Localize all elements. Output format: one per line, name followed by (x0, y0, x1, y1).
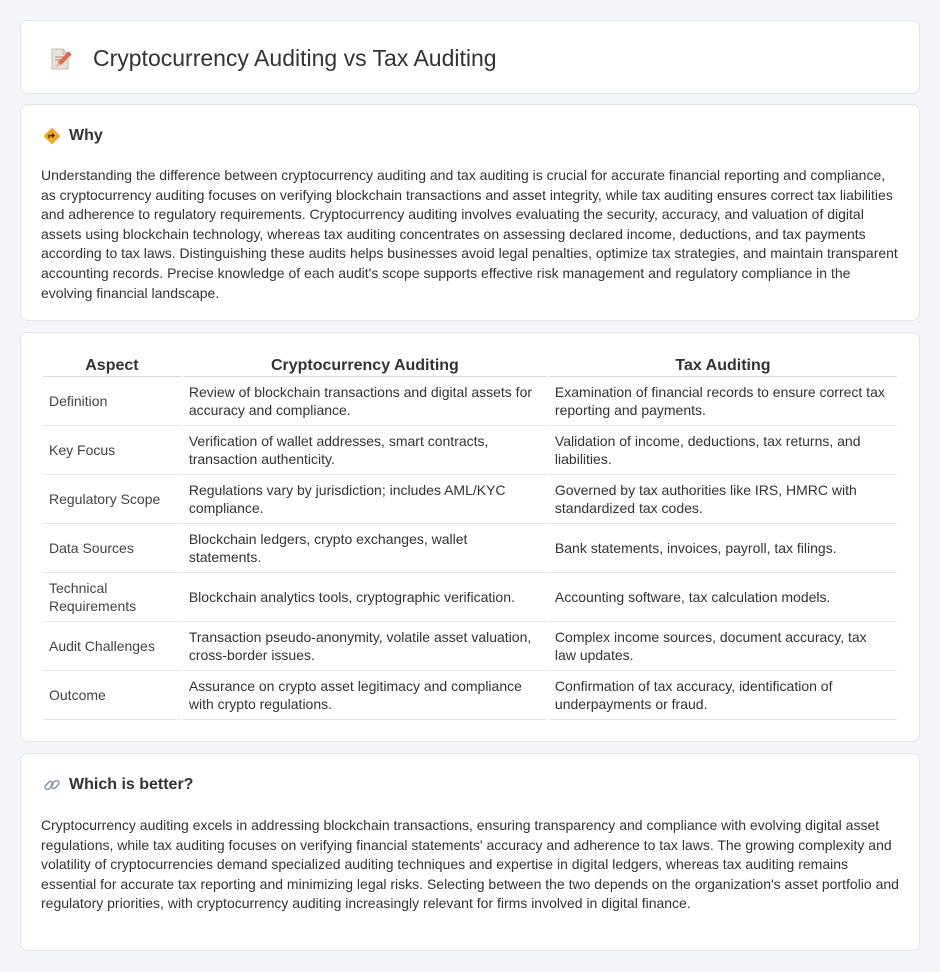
title-card (20, 20, 920, 94)
road-sign-icon (43, 127, 61, 145)
comparison-section (20, 332, 920, 742)
why-section (20, 104, 920, 321)
aspect-cell: Regulatory Scope (43, 475, 181, 524)
table-row (43, 377, 897, 426)
why-header (43, 127, 103, 145)
table-row (43, 671, 897, 720)
tax-cell: Governed by tax authorities like IRS, HMRC with standardized tax codes. (549, 475, 897, 524)
better-header (43, 776, 193, 794)
table-row (43, 426, 897, 475)
tax-cell: Accounting software, tax calculation models. (549, 573, 897, 622)
aspect-cell: Data Sources (43, 524, 181, 573)
better-text: Cryptocurrency auditing excels in addressing blockchain transactions, ensuring transparency and compliance with evolving digital asset regulations, while tax auditing focuses on verifying financial statements' accuracy and adherence to tax laws. The growing complexity and volatility of cryptocurrencies demand specialized auditing techniques and expertise in digital ledgers, whereas tax auditing remains essential for accurate tax reporting and minimizing legal risks. Selecting between the two depends on the organization's asset portfolio and regulatory priorities, with cryptocurrency auditing increasingly relevant for firms involved in digital finance. (41, 817, 899, 912)
better-title: Which is better? (69, 776, 194, 793)
column-header-aspect: Aspect (43, 355, 181, 377)
tax-cell: Complex income sources, document accuracy, tax law updates. (549, 622, 897, 671)
table-header-row (43, 355, 897, 377)
aspect-cell: Key Focus (43, 426, 181, 475)
tax-cell: Validation of income, deductions, tax returns, and liabilities. (549, 426, 897, 475)
aspect-cell: Outcome (43, 671, 181, 720)
crypto-cell: Regulations vary by jurisdiction; includes AML/KYC compliance. (183, 475, 547, 524)
table-row (43, 524, 897, 573)
title-row (47, 45, 497, 72)
document-edit-icon (47, 46, 73, 72)
why-text: Understanding the difference between cryptocurrency auditing and tax auditing is crucial for accurate financial reporting and compliance, as cryptocurrency auditing focuses on verifying blockchain transactions and asset integrity, while tax auditing ensures correct tax liabilities and adherence to regulatory requirements. Cryptocurrency auditing involves evaluating the security, accuracy, and valuation of digital assets using blockchain technology, whereas tax auditing concentrates on assessing declared income, deductions, and tax payments according to tax laws. Distinguishing these audits helps businesses avoid legal penalties, optimize tax strategies, and maintain transparent accounting records. Precise knowledge of each audit's scope supports effective risk management and regulatory compliance in the evolving financial landscape. (41, 167, 898, 301)
crypto-cell: Blockchain ledgers, crypto exchanges, wallet statements. (183, 524, 547, 573)
link-icon (43, 776, 61, 794)
tax-cell: Bank statements, invoices, payroll, tax filings. (549, 524, 897, 573)
column-header-crypto: Cryptocurrency Auditing (183, 355, 547, 377)
crypto-cell: Assurance on crypto asset legitimacy and compliance with crypto regulations. (183, 671, 547, 720)
table-row (43, 475, 897, 524)
tax-cell: Confirmation of tax accuracy, identification of underpayments or fraud. (549, 671, 897, 720)
aspect-cell: Definition (43, 377, 181, 426)
column-header-tax: Tax Auditing (549, 355, 897, 377)
table-row (43, 573, 897, 622)
crypto-cell: Transaction pseudo-anonymity, volatile asset valuation, cross-border issues. (183, 622, 547, 671)
why-title: Why (69, 127, 103, 144)
page-title: Cryptocurrency Auditing vs Tax Auditing (93, 45, 497, 71)
comparison-table (41, 355, 899, 720)
crypto-cell: Verification of wallet addresses, smart contracts, transaction authenticity. (183, 426, 547, 475)
tax-cell: Examination of financial records to ensure correct tax reporting and payments. (549, 377, 897, 426)
crypto-cell: Review of blockchain transactions and digital assets for accuracy and compliance. (183, 377, 547, 426)
aspect-cell: Audit Challenges (43, 622, 181, 671)
better-section (20, 753, 920, 951)
table-row (43, 622, 897, 671)
aspect-cell: Technical Requirements (43, 573, 181, 622)
crypto-cell: Blockchain analytics tools, cryptographic verification. (183, 573, 547, 622)
